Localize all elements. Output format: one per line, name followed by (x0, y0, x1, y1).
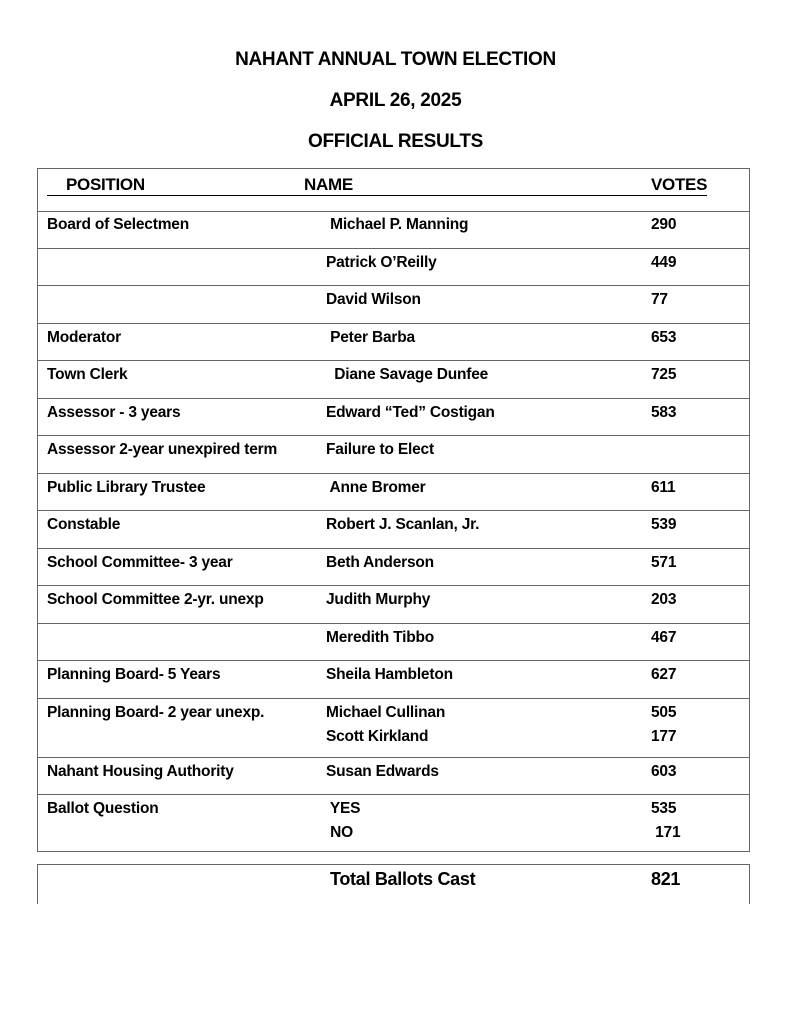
candidate-name: Failure to Elect (326, 441, 434, 458)
vote-count: 583 (651, 403, 677, 421)
table-row (38, 758, 749, 796)
table-row (38, 699, 749, 758)
candidate-name: Robert J. Scanlan, Jr. (326, 516, 480, 533)
table-row (38, 211, 749, 249)
table-row (38, 795, 749, 854)
vote-count: 505 (651, 703, 677, 721)
table-row (38, 286, 749, 324)
candidate-name: Susan Edwards (326, 762, 439, 780)
position-cell: Town Clerk (47, 366, 128, 383)
vote-count: 653 (651, 328, 677, 346)
total-ballots-box (37, 864, 750, 904)
results-table (37, 168, 750, 852)
table-row (38, 586, 749, 624)
table-row (38, 624, 749, 662)
candidate-name: Edward “Ted” Costigan (326, 403, 495, 421)
document-title: NAHANT ANNUAL TOWN ELECTION (235, 49, 556, 70)
vote-count: 177 (651, 727, 677, 745)
table-row (38, 324, 749, 362)
vote-count: 171 (651, 824, 681, 841)
candidate-name: Beth Anderson (326, 553, 434, 571)
candidate-name: Meredith Tibbo (326, 628, 434, 646)
vote-count: 77 (651, 291, 668, 308)
position-cell: Board of Selectmen (47, 216, 189, 233)
table-header (38, 169, 749, 212)
document-subtitle: OFFICIAL RESULTS (308, 131, 483, 152)
column-header-name: NAME (304, 175, 353, 194)
total-label: Total Ballots Cast (330, 869, 476, 889)
vote-count: 203 (651, 591, 677, 608)
candidate-name: Sheila Hambleton (326, 666, 453, 683)
candidate-name: Diane Savage Dunfee (326, 366, 489, 383)
candidate-name: Michael P. Manning (326, 216, 469, 233)
column-header-votes: VOTES (651, 175, 708, 194)
candidate-name: NO (326, 824, 353, 841)
candidate-name: Scott Kirkland (326, 727, 429, 745)
election-date: APRIL 26, 2025 (329, 90, 462, 111)
table-row (38, 549, 749, 587)
position-cell: Moderator (47, 328, 121, 346)
vote-count: 627 (651, 666, 677, 683)
vote-count: 611 (651, 478, 676, 496)
vote-count: 603 (651, 762, 677, 780)
position-cell: School Committee 2-yr. unexp (47, 591, 264, 608)
vote-count: 571 (651, 553, 677, 571)
vote-count: 449 (651, 253, 677, 271)
table-row (38, 661, 749, 699)
table-row (38, 474, 749, 512)
position-cell: Constable (47, 516, 121, 533)
vote-count: 535 (651, 800, 677, 817)
column-header-position: POSITION (66, 175, 145, 194)
position-cell: Ballot Question (47, 800, 159, 817)
position-cell: Assessor - 3 years (47, 403, 181, 421)
total-votes: 821 (651, 869, 681, 889)
vote-count: 467 (651, 628, 677, 646)
table-row (38, 249, 749, 287)
candidate-name: Patrick O’Reilly (326, 253, 437, 271)
vote-count: 290 (651, 216, 677, 233)
candidate-name: Michael Cullinan (326, 703, 446, 721)
candidate-name: David Wilson (326, 291, 421, 308)
position-cell: Planning Board- 5 Years (47, 666, 221, 683)
table-row (38, 361, 749, 399)
vote-count: 725 (651, 366, 677, 383)
candidate-name: YES (326, 800, 361, 817)
position-cell: Public Library Trustee (47, 478, 206, 496)
vote-count: 539 (651, 516, 677, 533)
table-row (38, 436, 749, 474)
position-cell: Planning Board- 2 year unexp. (47, 703, 265, 721)
position-cell: Nahant Housing Authority (47, 762, 234, 780)
candidate-name: Peter Barba (326, 328, 415, 346)
candidate-name: Anne Bromer (326, 478, 426, 496)
table-row (38, 399, 749, 437)
header-underline (47, 195, 707, 196)
candidate-name: Judith Murphy (326, 591, 431, 608)
position-cell: Assessor 2-year unexpired term (47, 441, 278, 458)
table-row (38, 511, 749, 549)
position-cell: School Committee- 3 year (47, 553, 233, 571)
